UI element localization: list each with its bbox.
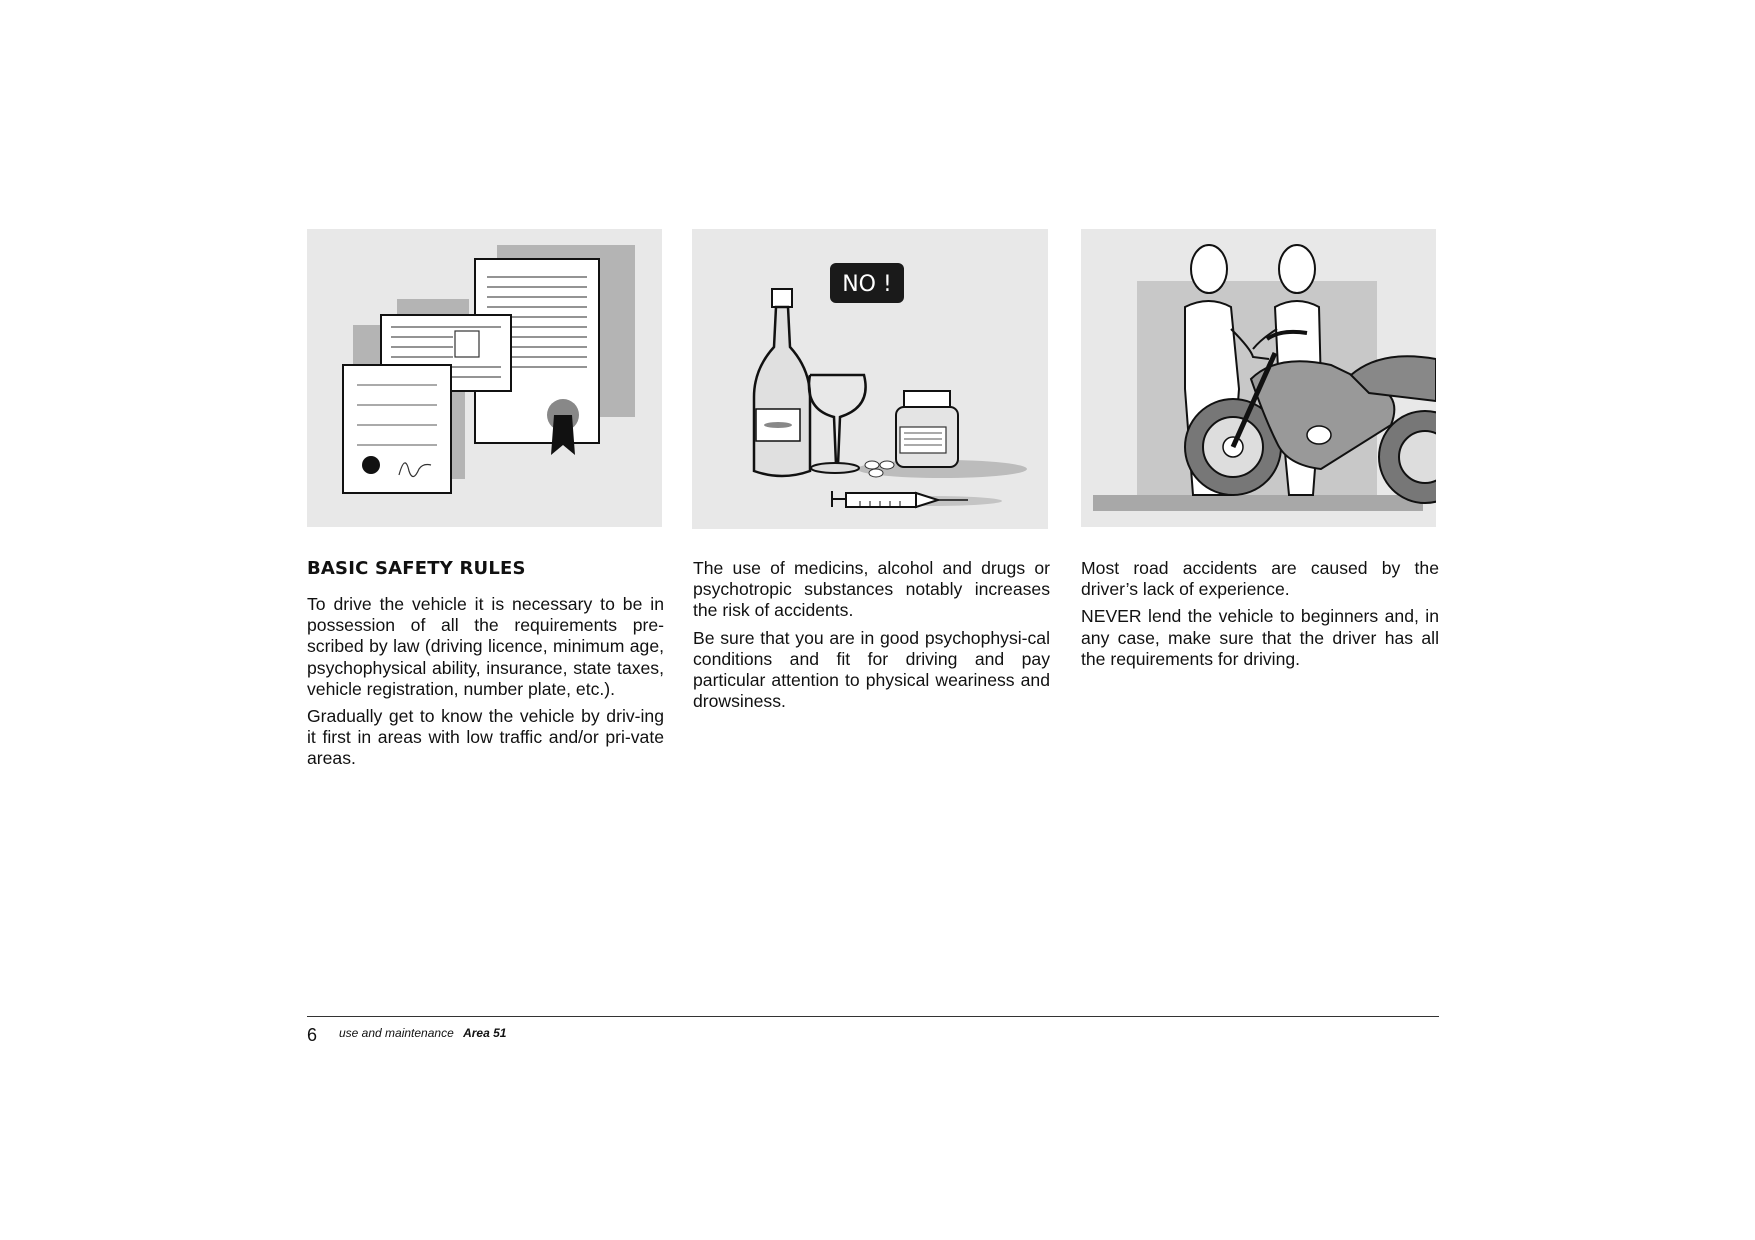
documents-illustration bbox=[307, 229, 662, 527]
paragraph-psychophysical: Be sure that you are in good psychophysi-cal conditions and fit for driving and pay particular attention to physical weariness and drowsiness. bbox=[693, 627, 1050, 712]
page-number: 6 bbox=[307, 1025, 318, 1045]
paragraph-substances: The use of medicins, alcohol and drugs or psychotropic substances notably increases the risk of accidents. bbox=[693, 558, 1050, 621]
section-heading: BASIC SAFETY RULES bbox=[307, 558, 526, 579]
model-name: Area 51 bbox=[463, 1026, 507, 1040]
column-substances bbox=[693, 558, 1050, 718]
motorcycle-svg bbox=[1081, 229, 1436, 527]
column-basic-safety-rules bbox=[307, 558, 664, 776]
footer-divider bbox=[307, 1016, 1439, 1017]
paragraph-gradually: Gradually get to know the vehicle by driv-ing it first in areas with low traffic and/or pri-vate areas. bbox=[307, 706, 664, 769]
no-alcohol-svg bbox=[692, 229, 1048, 529]
paragraph-accidents: Most road accidents are caused by the driver’s lack of experience. bbox=[1081, 558, 1439, 600]
manual-label: use and maintenance bbox=[339, 1026, 454, 1040]
footer-label bbox=[339, 1026, 506, 1040]
no-sign-text: NO ! bbox=[842, 272, 892, 297]
column-experience bbox=[1081, 558, 1439, 676]
paragraph-requirements: To drive the vehicle it is necessary to be in possession of all the requirements pre-scribed by law (driving licence, minimum age, psychophysical ability, insurance, state taxes, vehicle registration, number plate, etc.). bbox=[307, 594, 664, 699]
paragraph-never-lend: NEVER lend the vehicle to beginners and, in any case, make sure that the driver has all the requirements for driving. bbox=[1081, 606, 1439, 669]
documents-svg bbox=[307, 229, 662, 527]
lending-motorcycle-illustration bbox=[1081, 229, 1436, 527]
no-alcohol-drugs-illustration bbox=[692, 229, 1048, 529]
